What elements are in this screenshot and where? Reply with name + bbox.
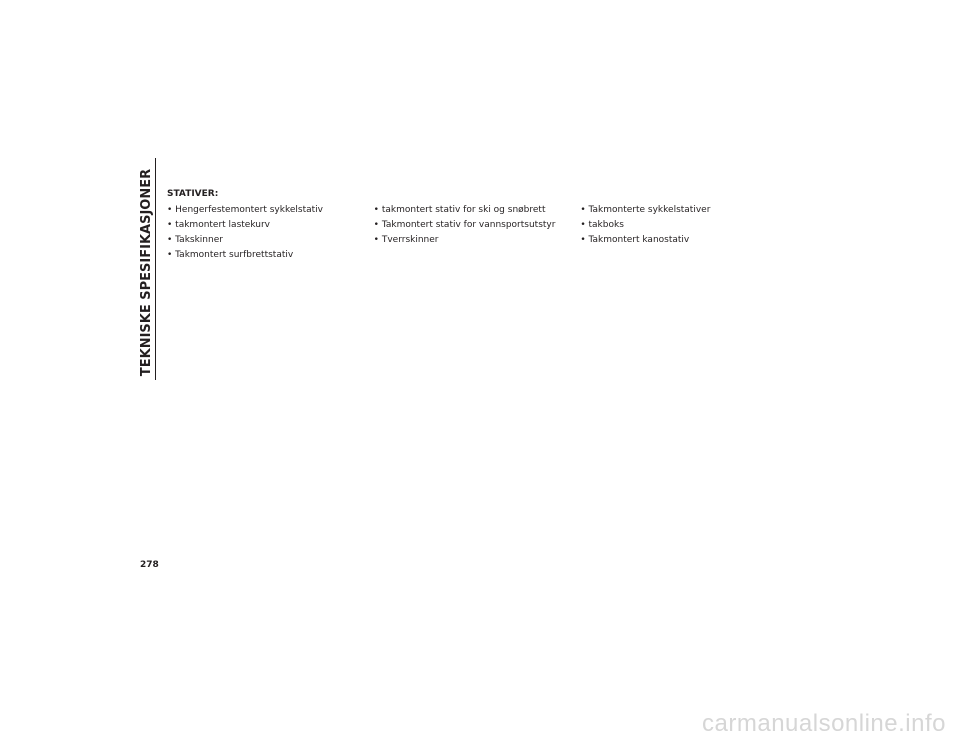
page-number: 278 [140,560,159,570]
main-content [167,187,787,263]
item-column-2 [374,203,581,263]
list-item: • Takmonterte sykkelstativer [580,205,711,215]
list-item: • Hengerfestemontert sykkelstativ [167,205,323,215]
item-columns [167,203,787,263]
item-list-3 [580,203,787,248]
list-item: • takmontert lastekurv [167,220,270,230]
item-list-2 [374,203,581,248]
list-item: • Takmontert kanostativ [580,235,690,245]
list-item: • Tverrskinner [373,235,439,245]
watermark: carmanualsonline.info [702,710,946,737]
list-item: • Takmontert surfbrettstativ [167,250,294,260]
list-item: • Takmontert stativ for vannsportsutstyr [373,220,556,230]
section-heading: STATIVER: [167,189,219,199]
list-item: • takboks [580,220,624,230]
list-item: • takmontert stativ for ski og snøbrett [373,205,546,215]
item-column-3 [580,203,787,263]
item-list-1 [167,203,374,263]
side-section-title-text: TEKNISKE SPESIFIKASJONER [139,168,155,376]
list-item: • Takskinner [167,235,223,245]
item-column-1 [167,203,374,263]
side-divider [155,158,156,380]
